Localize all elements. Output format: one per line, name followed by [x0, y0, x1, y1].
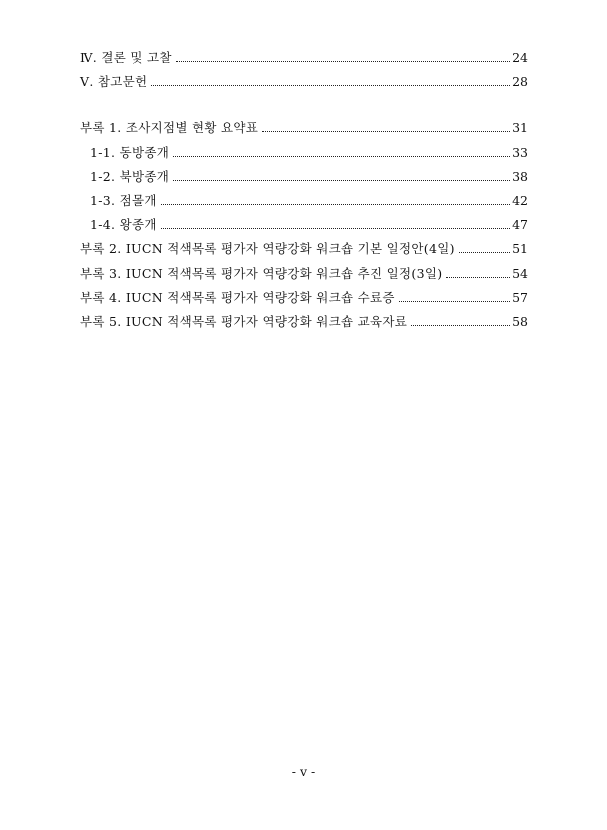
toc-entry-label: 부록 4. IUCN 적색목록 평가자 역량강화 워크숍 수료증 [80, 289, 395, 305]
toc-entry-appendix-4[interactable] [80, 288, 528, 312]
toc-entry-appendix-1-1[interactable] [80, 143, 528, 167]
dot-leader [151, 85, 510, 86]
toc-entry-label: Ⅳ. 결론 및 고찰 [80, 50, 172, 65]
dot-leader [176, 61, 510, 62]
toc-entry-label: 1-1. 동방종개 [90, 144, 170, 160]
toc-entry-page: 42 [512, 192, 528, 208]
toc-entry-page: 51 [512, 241, 528, 257]
dot-leader [173, 156, 510, 157]
toc-entry-page: 57 [512, 289, 528, 305]
dot-leader [161, 228, 510, 229]
toc-entry-page: 54 [512, 265, 528, 281]
toc-entry-label: 부록 5. IUCN 적색목록 평가자 역량강화 워크숍 교육자료 [80, 313, 408, 329]
toc-entry-references[interactable] [80, 72, 528, 96]
table-of-contents [80, 48, 528, 336]
toc-entry-appendix-1[interactable] [80, 118, 528, 142]
toc-entry-label: 부록 2. IUCN 적색목록 평가자 역량강화 워크숍 기본 일정안(4일) [80, 241, 455, 257]
toc-entry-page: 38 [512, 168, 528, 184]
toc-entry-conclusion[interactable] [80, 48, 528, 72]
toc-entry-page: 47 [512, 217, 528, 233]
dot-leader [446, 277, 510, 278]
dot-leader [399, 301, 510, 302]
toc-entry-appendix-1-2[interactable] [80, 167, 528, 191]
toc-entry-label: 1-4. 왕종개 [90, 217, 157, 233]
toc-entry-page: 24 [512, 50, 528, 65]
toc-entry-label: 부록 3. IUCN 적색목록 평가자 역량강화 워크숍 추진 일정(3일) [80, 265, 443, 281]
toc-entry-page: 28 [512, 74, 528, 90]
dot-leader [262, 131, 510, 132]
toc-entry-label: Ⅴ. 참고문헌 [80, 74, 148, 90]
page-number: - v - [291, 764, 316, 779]
dot-leader [173, 180, 510, 181]
toc-entry-appendix-2[interactable] [80, 239, 528, 263]
toc-entry-label: 부록 1. 조사지점별 현황 요약표 [80, 120, 259, 136]
toc-entry-appendix-3[interactable] [80, 264, 528, 288]
toc-entry-page: 33 [512, 144, 528, 160]
toc-entry-page: 58 [512, 313, 528, 329]
toc-entry-label: 1-2. 북방종개 [90, 168, 170, 184]
dot-leader [411, 325, 510, 326]
toc-entry-page: 31 [512, 120, 528, 136]
toc-entry-label: 1-3. 점몰개 [90, 192, 157, 208]
section-gap [80, 96, 528, 118]
toc-entry-appendix-1-4[interactable] [80, 215, 528, 239]
toc-entry-appendix-5[interactable] [80, 312, 528, 336]
dot-leader [161, 204, 510, 205]
dot-leader [459, 252, 510, 253]
toc-entry-appendix-1-3[interactable] [80, 191, 528, 215]
